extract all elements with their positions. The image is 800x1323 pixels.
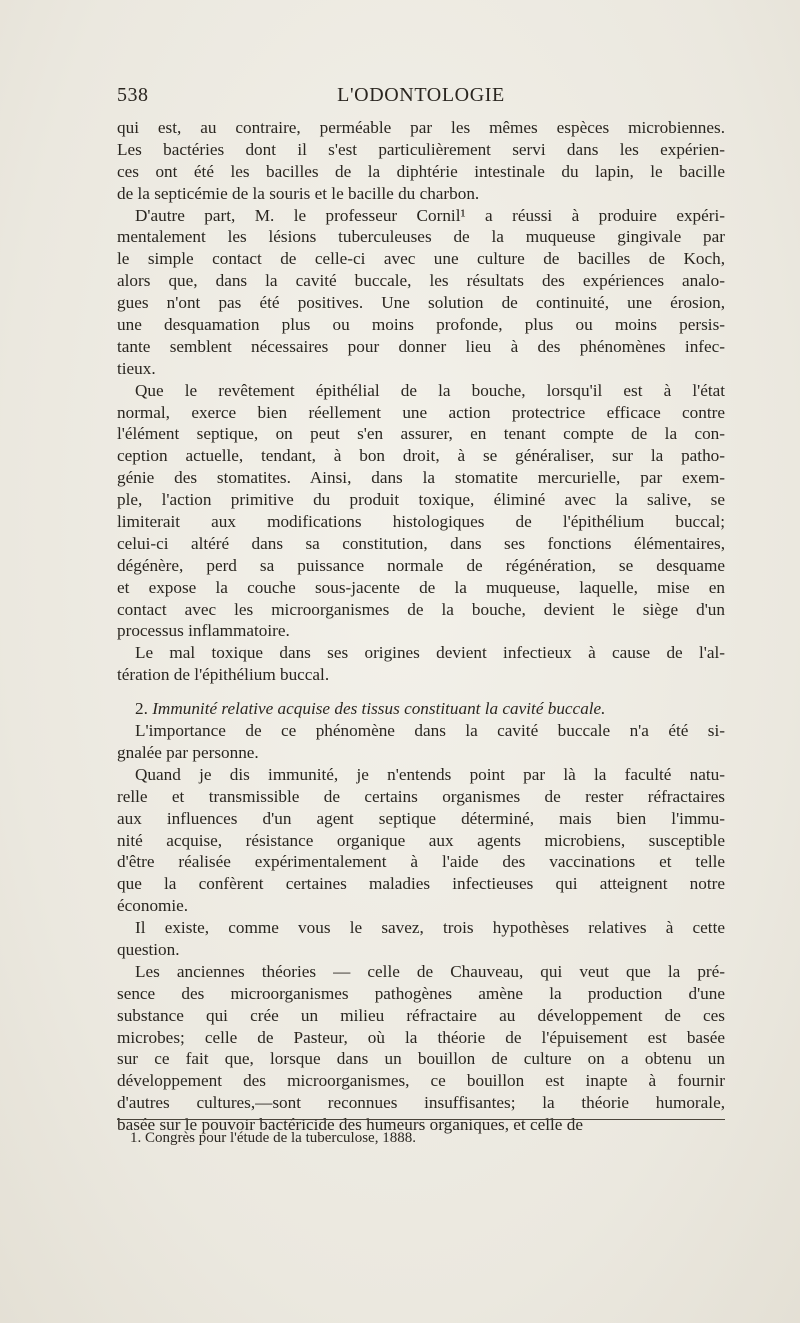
text-line: question. bbox=[117, 939, 180, 959]
text-line: relle et transmissible de certains organismes de rester réfractaires bbox=[117, 786, 725, 806]
text-line: ple, l'action primitive du produit toxique, éliminé avec la salive, se bbox=[117, 490, 725, 510]
text-line: microbes; celle de Pasteur, où la théorie de l'épuisement est basée bbox=[117, 1027, 725, 1047]
running-title: L'ODONTOLOGIE bbox=[337, 84, 505, 106]
text-line: sur ce fait que, lorsque dans un bouillon de culture on a obtenu un bbox=[117, 1049, 725, 1069]
text-line: alors que, dans la cavité buccale, les résultats des expériences analo- bbox=[117, 271, 725, 291]
text-line: normal, exerce bien réellement une action protectrice efficace contre bbox=[117, 402, 725, 422]
text-line: L'importance de ce phénomène dans la cavité buccale n'a été si- bbox=[135, 721, 725, 741]
text-line: développement des microorganismes, ce bouillon est inapte à fournir bbox=[117, 1071, 725, 1091]
paragraph bbox=[117, 205, 725, 380]
text-line: mentalement les lésions tuberculeuses de la muqueuse gingivale par bbox=[117, 227, 725, 247]
section-number: 2. bbox=[135, 699, 153, 719]
text-line: d'être réalisée expérimentalement à l'aide des vaccinations et telle bbox=[117, 852, 725, 872]
text-line: aux influences d'un agent septique déterminé, mais bien l'immu- bbox=[117, 808, 725, 828]
text-line: le simple contact de celle-ci avec une culture de bacilles de Koch, bbox=[117, 249, 725, 269]
text-line: ception actuelle, tendant, à bon droit, à se généraliser, sur la patho- bbox=[117, 446, 725, 466]
text-line: Que le revêtement épithélial de la bouche, lorsqu'il est à l'état bbox=[135, 380, 725, 400]
text-line: celui-ci altéré dans sa constitution, dans ses fonctions élémentaires, bbox=[117, 533, 725, 553]
text-line: gnalée par personne. bbox=[117, 742, 259, 762]
paragraph bbox=[117, 642, 725, 686]
paragraph bbox=[117, 380, 725, 643]
text-line: D'autre part, M. le professeur Cornil¹ a réussi à produire expéri- bbox=[135, 205, 725, 225]
text-line: une desquamation plus ou moins profonde, plus ou moins persis- bbox=[117, 315, 725, 335]
text-line: contact avec les microorganismes de la bouche, devient le siège d'un bbox=[117, 599, 725, 619]
paragraph bbox=[117, 764, 725, 917]
text-line: tante semblent nécessaires pour donner lieu à des phénomènes infec- bbox=[117, 336, 725, 356]
text-line: et expose la couche sous-jacente de la muqueuse, laquelle, mise en bbox=[117, 577, 725, 597]
section-title: Immunité relative acquise des tissus constituant la cavité buccale. bbox=[152, 699, 606, 719]
page-header bbox=[117, 84, 725, 114]
text-line: Les anciennes théories — celle de Chauveau, qui veut que la pré- bbox=[135, 961, 725, 981]
text-line: l'élément septique, on peut s'en assurer, en tenant compte de la con- bbox=[117, 424, 725, 444]
text-line: dégénère, perd sa puissance normale de régénération, se desquame bbox=[117, 555, 725, 575]
text-line: Le mal toxique dans ses origines devient infectieux à cause de l'al- bbox=[135, 643, 725, 663]
body-text bbox=[117, 117, 725, 1136]
text-line: processus inflammatoire. bbox=[117, 621, 290, 641]
text-line: limiterait aux modifications histologiques de l'épithélium buccal; bbox=[117, 512, 725, 532]
page-number: 538 bbox=[117, 84, 149, 106]
text-line: économie. bbox=[117, 896, 189, 916]
paragraph bbox=[117, 917, 725, 961]
text-line: Quand je dis immunité, je n'entends point par là la faculté natu- bbox=[135, 764, 725, 784]
text-line: tération de l'épithélium buccal. bbox=[117, 665, 330, 685]
text-line: d'autres cultures,—sont reconnues insuffisantes; la théorie humorale, bbox=[117, 1093, 725, 1113]
text-line: que la confèrent certaines maladies infectieuses qui atteignent notre bbox=[117, 874, 725, 894]
text-line: nité acquise, résistance organique aux agents microbiens, susceptible bbox=[117, 830, 725, 850]
text-line: basée sur le pouvoir bactéricide des humeurs organiques, et celle de bbox=[117, 1115, 583, 1135]
paragraph bbox=[117, 720, 725, 764]
text-line: de la septicémie de la souris et le bacille du charbon. bbox=[117, 183, 480, 203]
footnote-rule bbox=[117, 1119, 725, 1120]
paragraph bbox=[117, 961, 725, 1136]
text-line: qui est, au contraire, perméable par les mêmes espèces microbiennes. bbox=[117, 118, 725, 137]
footnote: 1. Congrès pour l'étude de la tuberculose, 1888. bbox=[130, 1130, 416, 1146]
text-line: Les bactéries dont il s'est particulièrement servi dans les expérien- bbox=[117, 139, 725, 159]
text-line: tieux. bbox=[117, 358, 156, 378]
section-heading bbox=[117, 698, 725, 720]
text-line: gues n'ont pas été positives. Une solution de continuité, une érosion, bbox=[117, 293, 725, 313]
text-line: ces ont été les bacilles de la diphtérie intestinale du lapin, le bacille bbox=[117, 161, 725, 181]
text-line: génie des stomatites. Ainsi, dans la stomatite mercurielle, par exem- bbox=[117, 468, 725, 488]
spacer bbox=[117, 686, 725, 698]
text-line: sence des microorganismes pathogènes amène la production d'une bbox=[117, 983, 725, 1003]
paragraph bbox=[117, 117, 725, 205]
text-line: Il existe, comme vous le savez, trois hypothèses relatives à cette bbox=[135, 918, 725, 938]
text-line: substance qui crée un milieu réfractaire au développement de ces bbox=[117, 1005, 725, 1025]
